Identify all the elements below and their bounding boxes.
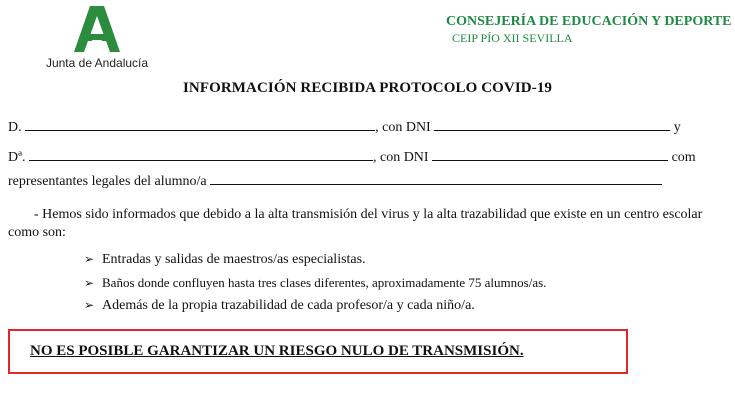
name-field-1[interactable] bbox=[25, 118, 375, 131]
logo-text: Junta de Andalucía bbox=[45, 56, 149, 70]
junta-logo-icon bbox=[72, 4, 122, 54]
junta-andalucia-logo bbox=[36, 4, 158, 70]
student-name-field[interactable] bbox=[210, 172, 662, 185]
form-line-1 bbox=[8, 118, 681, 136]
bullet-list bbox=[84, 252, 546, 321]
arrow-bullet-icon: ➢ bbox=[84, 276, 95, 290]
list-item: ➢ Además de la propia trazabilidad de cada profesor/a y cada niño/a. bbox=[84, 298, 475, 313]
info-paragraph: - Hemos sido informados que debido a la alta transmisión del virus y la alta trazabilidad que existe en un centro escolar como son: bbox=[8, 207, 703, 240]
school-name: CEIP PÍO XII SEVILLA bbox=[452, 31, 573, 45]
form-line-2 bbox=[8, 148, 696, 166]
line2-end: com bbox=[671, 150, 696, 165]
line1-end: y bbox=[673, 120, 681, 135]
line3-prefix: representantes legales del alumno/a bbox=[8, 174, 207, 189]
arrow-bullet-icon: ➢ bbox=[84, 298, 95, 312]
warning-text: NO ES POSIBLE GARANTIZAR UN RIESGO NULO DE TRANSMISIÓN. bbox=[30, 343, 524, 359]
line2-prefix: Dª. bbox=[8, 150, 26, 165]
warning-box bbox=[8, 329, 628, 374]
line2-mid: , con DNI bbox=[372, 150, 429, 165]
list-item: ➢ Baños donde confluyen hasta tres clases diferentes, aproximadamente 75 alumnos/as. bbox=[84, 275, 547, 290]
org-name: CONSEJERÍA DE EDUCACIÓN Y DEPORTE bbox=[446, 14, 732, 29]
line1-mid: , con DNI bbox=[375, 120, 431, 135]
line1-prefix: D. bbox=[8, 120, 22, 135]
list-item: ➢ Entradas y salidas de maestros/as especialistas. bbox=[84, 252, 366, 267]
arrow-bullet-icon: ➢ bbox=[84, 252, 95, 266]
document-title: INFORMACIÓN RECIBIDA PROTOCOLO COVID-19 bbox=[182, 80, 553, 96]
dni-field-2[interactable] bbox=[432, 148, 668, 161]
organization-header bbox=[446, 14, 732, 46]
form-line-3 bbox=[8, 172, 662, 190]
dni-field-1[interactable] bbox=[434, 118, 670, 131]
name-field-2[interactable] bbox=[29, 148, 373, 161]
